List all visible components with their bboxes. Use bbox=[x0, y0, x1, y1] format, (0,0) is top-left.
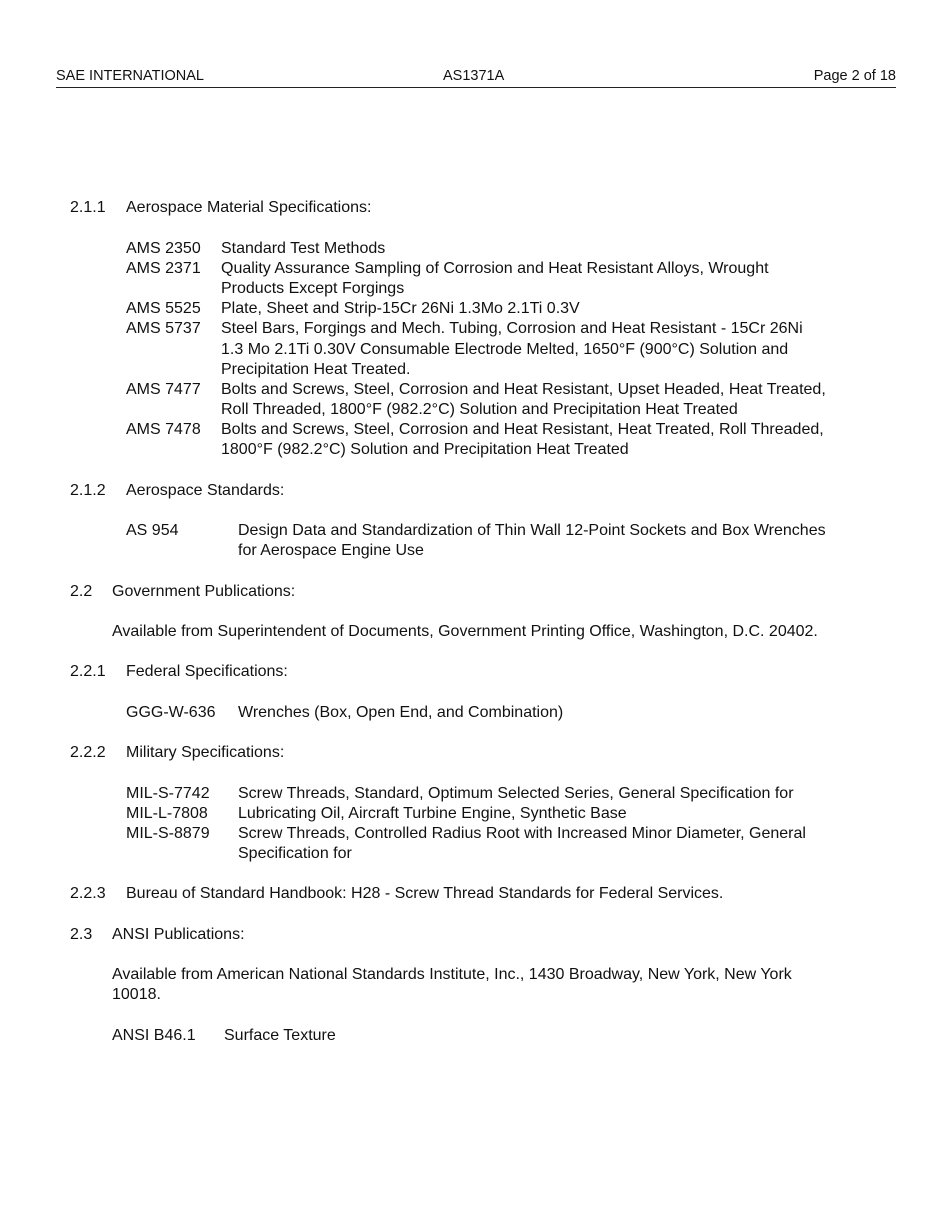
spec-title: Bolts and Screws, Steel, Corrosion and Heat Resistant, Heat Treated, Roll Threaded, bbox=[221, 421, 824, 438]
spec-code: AMS 7478 bbox=[126, 421, 201, 438]
section-number: 2.2.1 bbox=[70, 663, 106, 680]
availability-note: Available from Superintendent of Documents, Government Printing Office, Washington, D.C. 20402. bbox=[112, 623, 818, 640]
section-title: Federal Specifications: bbox=[126, 663, 288, 680]
spec-title: Lubricating Oil, Aircraft Turbine Engine, Synthetic Base bbox=[238, 805, 627, 822]
spec-title: Bolts and Screws, Steel, Corrosion and Heat Resistant, Upset Headed, Heat Treated, bbox=[221, 381, 826, 398]
header-page-number: Page 2 of 18 bbox=[813, 68, 896, 84]
spec-code: AMS 2371 bbox=[126, 260, 201, 277]
spec-code: MIL-S-8879 bbox=[126, 825, 210, 842]
spec-title: Quality Assurance Sampling of Corrosion and Heat Resistant Alloys, Wrought bbox=[221, 260, 769, 277]
section-title: Aerospace Standards: bbox=[126, 482, 285, 499]
header-document-number: AS1371A bbox=[443, 68, 505, 84]
spec-title: for Aerospace Engine Use bbox=[238, 542, 424, 559]
spec-title: Wrenches (Box, Open End, and Combination) bbox=[238, 704, 564, 721]
spec-title: Screw Threads, Controlled Radius Root with Increased Minor Diameter, General bbox=[238, 825, 806, 842]
spec-code: AS 954 bbox=[126, 522, 179, 539]
section-number: 2.1.1 bbox=[70, 199, 106, 216]
spec-code: MIL-S-7742 bbox=[126, 785, 210, 802]
spec-title: Products Except Forgings bbox=[221, 280, 405, 297]
spec-title: Standard Test Methods bbox=[221, 240, 386, 257]
spec-title: 1800°F (982.2°C) Solution and Precipitation Heat Treated bbox=[221, 441, 629, 458]
spec-title: Steel Bars, Forgings and Mech. Tubing, Corrosion and Heat Resistant - 15Cr 26Ni bbox=[221, 320, 803, 337]
spec-code: AMS 5525 bbox=[126, 300, 201, 317]
spec-code: ANSI B46.1 bbox=[112, 1027, 196, 1044]
spec-title: 1.3 Mo 2.1Ti 0.30V Consumable Electrode Melted, 1650°F (900°C) Solution and bbox=[221, 341, 789, 358]
spec-code: AMS 2350 bbox=[126, 240, 201, 257]
spec-title: Precipitation Heat Treated. bbox=[221, 361, 411, 378]
spec-title: Plate, Sheet and Strip-15Cr 26Ni 1.3Mo 2.1Ti 0.3V bbox=[221, 300, 580, 317]
header-organization: SAE INTERNATIONAL bbox=[56, 68, 204, 84]
page-header bbox=[56, 67, 896, 88]
section-number: 2.2.2 bbox=[70, 744, 106, 761]
spec-code: MIL-L-7808 bbox=[126, 805, 208, 822]
spec-code: AMS 7477 bbox=[126, 381, 201, 398]
availability-note: Available from American National Standards Institute, Inc., 1430 Broadway, New York, New York bbox=[112, 966, 792, 983]
section-number: 2.3 bbox=[70, 926, 93, 943]
spec-title: Screw Threads, Standard, Optimum Selected Series, General Specification for bbox=[238, 785, 794, 802]
section-number: 2.2.3 bbox=[70, 885, 106, 902]
spec-title: Design Data and Standardization of Thin Wall 12-Point Sockets and Box Wrenches bbox=[238, 522, 826, 539]
section-number: 2.1.2 bbox=[70, 482, 106, 499]
spec-title: Specification for bbox=[238, 845, 352, 862]
section-number: 2.2 bbox=[70, 583, 93, 600]
spec-code: GGG-W-636 bbox=[126, 704, 216, 721]
section-title: ANSI Publications: bbox=[112, 926, 245, 943]
section-title: Bureau of Standard Handbook: H28 - Screw Thread Standards for Federal Services. bbox=[126, 885, 724, 902]
availability-note: 10018. bbox=[112, 986, 161, 1003]
section-title: Aerospace Material Specifications: bbox=[126, 199, 372, 216]
spec-title: Surface Texture bbox=[224, 1027, 336, 1044]
spec-code: AMS 5737 bbox=[126, 320, 201, 337]
spec-title: Roll Threaded, 1800°F (982.2°C) Solution and Precipitation Heat Treated bbox=[221, 401, 738, 418]
section-title: Military Specifications: bbox=[126, 744, 285, 761]
section-title: Government Publications: bbox=[112, 583, 296, 600]
